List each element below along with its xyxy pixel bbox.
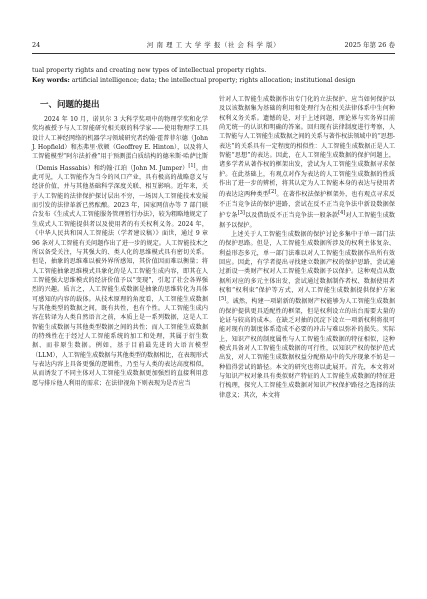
header-rule — [32, 53, 395, 54]
keywords-label: Key words: — [32, 77, 70, 84]
citation-ref: [3] — [237, 210, 245, 217]
left-column — [32, 95, 208, 388]
citation-ref: [2] — [269, 189, 277, 196]
paragraph-text: 以及借助反不正当竞争法一般条款 — [244, 212, 339, 220]
abstract-tail: tual property rights and creating new types of intellectual property rights. — [32, 67, 267, 74]
keywords-text: artificial intelligence; data; the intellectual property; rights allocation; institutional design — [69, 77, 356, 84]
paragraph-text: 对人工智能生成数据予以保护。 — [219, 212, 396, 229]
page-number: 24 — [32, 41, 41, 49]
citation-ref: [1] — [188, 162, 196, 169]
paragraph-text: 上述关于人工智能生成数据的保护讨论多集中于单一部门法的保护思路。但是，人工智能生成数据所涉及的权利主体复杂、利益形态多元，单一部门法难以对人工智能生成数据作出所有效回应。因此，有学者提出寻找建立数据产权的保护思路，尝试通过新设一类财产权对人工智能生成数据予以保护。这种观点从数据所对应的多元主体出发，尝试通过数据制作者权、数据使用者权和“权利束”保护等方式，对人工智能生成数据提供保护方案 — [219, 230, 395, 294]
paragraph-text: 。在著作权法保护框架外，也有观点寻求反不正当竞争法的保护进路，尝试在反不正当竞争法中新设数据保护专条 — [219, 191, 396, 220]
keywords — [32, 76, 395, 85]
paragraph-text: 针对人工智能生成数据作出专门化的立法保护、应当如何保护以及以该数据集为基础的利用和处理行为在相关法律体系中生何种权利义务关系。遗憾的是，对于上述问题，理论界与实务界目前尚无统一的认识和明确的答案。回归现有法律制度进行考察，人工智能与人工智能生成数据之间的关系与著作权法领域中的“思想-表达”的关系具有一定程度的相似性：人工智能生成数据正是人工智能“思想”的表达。因此，在人工智能生成数据的保护问题上，诸多学者从著作权的框架出发，尝试为人工智能生成数据寻求保护。在此基础上，有观点对作为表达的人工智能生成数据的性质作出了进一步的辨析，将其认定为人工智能本身的表达与使用者的表达这两种类型 — [219, 96, 395, 199]
paragraph — [32, 115, 208, 388]
paragraph-text: 。诚然，构建一项崭新的数据财产权能够为人工智能生成数据的保护提供更具适配性的框架，但是权利设立的出台需要大量的论证与较高的成本。在缺乏对抽的沉淀下设立一项新权利将很可能对现有的制度体系造成不必要的冲击与难以弥补的损失。实际上，知识产权的制度属性与人工智能生成数据的特征相似，这种模式具备对人工智能生成数据的可行性，以知识产权的保护范式出发，对人工智能生成数据权益分配格局中的失序现象不妨是一种值得尝试的路径。本文的研究也将以此展开。首先，本文将对与知识产权对象具有类似财产特征的人工智能生成数据的特征进行梳理，探究人工智能生成数据对知识产权保护路径之选择的法律意义；其次，本文将 — [219, 298, 395, 399]
paragraph-text: 2024 年 10 月，诺贝尔 3 大科学奖项中的物理学奖和化学奖均被授予与人工智能研究相关联的科学家——使用物理学工具设计人工神经网络的机器学习领域研究者约翰·霍普菲尔德（John J. Hopfield）和杰弗里·欣顿（Geoffrey E. Hinton），以及将人工智能模型“阿尔法折叠”用于预测蛋白质结构的德米斯·哈萨比斯（Demis Hassabis）和约翰·江珀（John M. Jumper） — [32, 116, 208, 172]
right-column — [219, 95, 395, 400]
citation-ref: [5] — [219, 296, 227, 303]
section-title: 一、问题的提出 — [40, 100, 100, 110]
paragraph — [219, 230, 395, 400]
journal-title: 河 南 理 工 大 学 学 报（社 会 科 学 版） — [146, 41, 281, 49]
issue-info: 2025 年第 26 卷 — [344, 41, 395, 49]
paragraph-text: 。由此可见，人工智能作为当今的风口产业，具有极高的战略意义与经济价值，并与其他基础科学深度关联、相互影响。近年来，关于人工智能的法律保护探讨层出不穷，一场因人工智能技术发展而引发的法律革新已然酝酿。2023 年，国家网信办等 7 部门联合发布《生成式人工智能服务管理暂行办法》，较为粗略地规定了生成式人工智能提供者以及使用者的有关权利义务。2024 年，《中华人民共和国人工智能法（学者建议稿）》面世，通过 9 章 96 条对人工智能有关问题作出了进一步的规定。人工智能技术之所以备受关注，与其强大的、类人化的思维模式具有密切关系。但是，抽象的思维难以被外界所感知，其价值因而难以衡量；将人工智能抽象思维模式具象化的是人工智能生成内容，即其在人工智能强大思维模式的经济价值予以“变现”，引起了社会各界强烈的兴趣。质言之，人工智能生成数据是抽象的思维转化为具体可感知的内容的载体。从技术原理的角度看，人工智能生成数据与其他类型的数据之间，既有共性，也有个性。人工智能生成内容在转译为人类自然语言之前，本质上是一系列数据，这是人工智能生成数据与其他类型数据之间的共性；而人工智能生成数据的特殊性在于经过人工智能系统的加工和处理，其属于衍生数据、而非原生数据。例如，基于目前最先进的大语言模型（LLM），人工智能生成数据与其他类型的数据相比，在表现形式与表达内容上具备更强的逻辑性，乃至与人类的表达高度相似，从而诱发了不同主体对人工智能生成数据更加强烈的直接利用意愿与排斥他人利用的需求；在法律视角下则表现为是否应当 — [32, 164, 208, 387]
citation-ref: [4] — [338, 210, 346, 217]
page-header — [32, 40, 395, 52]
paragraph — [219, 95, 395, 230]
